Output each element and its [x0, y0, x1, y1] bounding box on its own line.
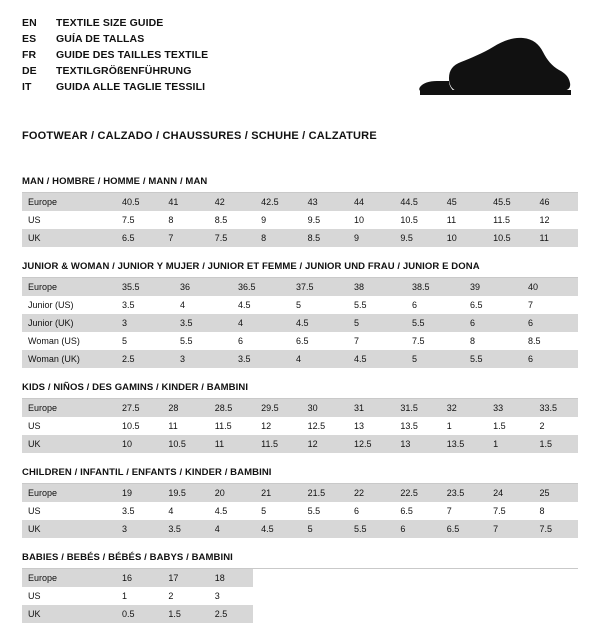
- cell: 1: [114, 587, 160, 605]
- cell: 16: [114, 569, 160, 587]
- cell: 33: [485, 399, 531, 417]
- cell: 6: [346, 502, 392, 520]
- section-title: CHILDREN / INFANTIL / ENFANTS / KINDER / BAMBINI: [22, 467, 272, 478]
- cell: 22.5: [392, 484, 438, 502]
- language-row: [22, 32, 208, 48]
- cell: 8.5: [207, 211, 253, 229]
- row-label: US: [22, 587, 114, 605]
- table-row: [22, 569, 578, 587]
- cell: 11: [439, 211, 485, 229]
- cell: 31.5: [392, 399, 438, 417]
- cell: 4.5: [207, 502, 253, 520]
- cell: 13.5: [392, 417, 438, 435]
- cell: 4.5: [230, 296, 288, 314]
- cell: 13: [392, 435, 438, 453]
- language-row: [22, 16, 208, 32]
- cell: 42: [207, 193, 253, 211]
- cell: 7: [160, 229, 206, 247]
- cell: 28: [160, 399, 206, 417]
- cell: 23.5: [439, 484, 485, 502]
- cell: 3.5: [114, 502, 160, 520]
- cell: 7.5: [485, 502, 531, 520]
- section-children: [22, 467, 578, 538]
- cell: 7.5: [532, 520, 578, 538]
- cell: 4.5: [346, 350, 404, 368]
- section-babies: [22, 552, 578, 623]
- cell: 43: [300, 193, 346, 211]
- cell: 12.5: [300, 417, 346, 435]
- cell: 7.5: [207, 229, 253, 247]
- section-title: MAN / HOMBRE / HOMME / MANN / MAN: [22, 176, 208, 187]
- cell: 2: [160, 587, 206, 605]
- cell: 9.5: [392, 229, 438, 247]
- table-row: [22, 211, 578, 229]
- cell: 2: [532, 417, 578, 435]
- cell: 3: [114, 314, 172, 332]
- row-label: US: [22, 211, 114, 229]
- cell: 7.5: [404, 332, 462, 350]
- cell: 5: [346, 314, 404, 332]
- row-label: Europe: [22, 278, 114, 296]
- table-row: [22, 502, 578, 520]
- cell: 9: [346, 229, 392, 247]
- cell: 5: [404, 350, 462, 368]
- cell: 5: [114, 332, 172, 350]
- cell: 4: [288, 350, 346, 368]
- cell: 46: [532, 193, 578, 211]
- cell: 17: [160, 569, 206, 587]
- section-title: KIDS / NIÑOS / DES GAMINS / KINDER / BAMBINI: [22, 382, 249, 393]
- size-table-babies: [22, 569, 578, 623]
- cell: 6.5: [439, 520, 485, 538]
- cell: 12: [253, 417, 299, 435]
- language-code: ES: [22, 32, 37, 45]
- cell: 6.5: [462, 296, 520, 314]
- cell: 24: [485, 484, 531, 502]
- size-table-kids: [22, 399, 578, 453]
- cell: 5.5: [346, 296, 404, 314]
- language-row: [22, 64, 208, 80]
- cell: 32: [439, 399, 485, 417]
- table-row: [22, 314, 578, 332]
- cell: 8: [532, 502, 578, 520]
- cell: 8.5: [300, 229, 346, 247]
- language-text: TEXTILE SIZE GUIDE: [56, 17, 164, 29]
- cell: 28.5: [207, 399, 253, 417]
- cell: 11.5: [485, 211, 531, 229]
- section-kids: [22, 382, 578, 453]
- cell: 7: [485, 520, 531, 538]
- language-row: [22, 80, 208, 96]
- cell: 3: [207, 587, 253, 605]
- cell: 10.5: [114, 417, 160, 435]
- cell: 6.5: [392, 502, 438, 520]
- table-row: [22, 435, 578, 453]
- cell: 19: [114, 484, 160, 502]
- language-code: FR: [22, 48, 37, 61]
- row-label: US: [22, 502, 114, 520]
- language-row: [22, 48, 208, 64]
- cell: 45.5: [485, 193, 531, 211]
- cell: 6.5: [288, 332, 346, 350]
- cell: 37.5: [288, 278, 346, 296]
- cell: 13.5: [439, 435, 485, 453]
- cell: 40: [520, 278, 578, 296]
- cell: 30: [300, 399, 346, 417]
- section-title: BABIES / BEBÉS / BÉBÉS / BABYS / BAMBINI: [22, 552, 233, 563]
- table-row: [22, 520, 578, 538]
- dress-shoe-icon: [387, 34, 572, 104]
- cell: 22: [346, 484, 392, 502]
- section-title: JUNIOR & WOMAN / JUNIOR Y MUJER / JUNIOR ET FEMME / JUNIOR UND FRAU / JUNIOR E DONA: [22, 261, 480, 272]
- cell: 6: [392, 520, 438, 538]
- cell: 7: [439, 502, 485, 520]
- row-label: UK: [22, 435, 114, 453]
- row-label: Europe: [22, 569, 114, 587]
- category-title: FOOTWEAR / CALZADO / CHAUSSURES / SCHUHE / CALZATURE: [22, 130, 377, 142]
- cell: 38: [346, 278, 404, 296]
- table-row: [22, 332, 578, 350]
- row-label: Europe: [22, 484, 114, 502]
- cell-empty: [253, 605, 578, 623]
- cell: 10: [114, 435, 160, 453]
- cell: 7: [346, 332, 404, 350]
- cell: 12: [300, 435, 346, 453]
- cell: 5.5: [404, 314, 462, 332]
- cell: 4: [207, 520, 253, 538]
- page-header: [22, 16, 578, 116]
- cell: 8: [160, 211, 206, 229]
- cell: 1.5: [485, 417, 531, 435]
- cell: 4: [230, 314, 288, 332]
- cell: 1: [485, 435, 531, 453]
- cell: 5.5: [300, 502, 346, 520]
- language-text: GUIDE DES TAILLES TEXTILE: [56, 48, 209, 61]
- language-text: GUÍA DE TALLAS: [56, 32, 145, 45]
- cell: 45: [439, 193, 485, 211]
- cell: 6: [230, 332, 288, 350]
- cell: 10.5: [160, 435, 206, 453]
- cell: 6: [462, 314, 520, 332]
- table-row: [22, 350, 578, 368]
- cell: 4.5: [288, 314, 346, 332]
- language-code: EN: [22, 17, 37, 29]
- table-row: [22, 484, 578, 502]
- row-label: Junior (UK): [22, 314, 114, 332]
- cell: 10: [346, 211, 392, 229]
- cell: 21: [253, 484, 299, 502]
- cell: 5.5: [462, 350, 520, 368]
- table-row: [22, 296, 578, 314]
- cell: 10: [439, 229, 485, 247]
- cell: 29.5: [253, 399, 299, 417]
- cell: 31: [346, 399, 392, 417]
- cell: 6.5: [114, 229, 160, 247]
- cell: 42.5: [253, 193, 299, 211]
- cell: 10.5: [392, 211, 438, 229]
- row-label: UK: [22, 605, 114, 623]
- cell: 25: [532, 484, 578, 502]
- cell: 33.5: [532, 399, 578, 417]
- language-code: IT: [22, 80, 32, 93]
- cell-empty: [253, 587, 578, 605]
- cell: 3: [114, 520, 160, 538]
- cell: 11: [532, 229, 578, 247]
- cell: 4: [172, 296, 230, 314]
- cell: 40.5: [114, 193, 160, 211]
- cell: 12.5: [346, 435, 392, 453]
- cell: 11: [207, 435, 253, 453]
- cell: 2.5: [114, 350, 172, 368]
- cell: 4: [160, 502, 206, 520]
- cell: 0.5: [114, 605, 160, 623]
- size-table-man: [22, 193, 578, 247]
- cell: 3.5: [172, 314, 230, 332]
- cell: 11.5: [253, 435, 299, 453]
- cell-empty: [253, 569, 578, 587]
- cell: 1.5: [160, 605, 206, 623]
- cell: 10.5: [485, 229, 531, 247]
- cell: 39: [462, 278, 520, 296]
- cell: 9.5: [300, 211, 346, 229]
- cell: 3.5: [230, 350, 288, 368]
- cell: 9: [253, 211, 299, 229]
- row-label: Europe: [22, 193, 114, 211]
- cell: 41: [160, 193, 206, 211]
- row-label: Europe: [22, 399, 114, 417]
- size-table-children: [22, 484, 578, 538]
- table-row: [22, 399, 578, 417]
- table-row: [22, 417, 578, 435]
- row-label: Woman (UK): [22, 350, 114, 368]
- cell: 5: [253, 502, 299, 520]
- cell: 5.5: [346, 520, 392, 538]
- cell: 1: [439, 417, 485, 435]
- cell: 3: [172, 350, 230, 368]
- table-row: [22, 605, 578, 623]
- cell: 3.5: [114, 296, 172, 314]
- cell: 8.5: [520, 332, 578, 350]
- cell: 21.5: [300, 484, 346, 502]
- language-title-list: [22, 16, 208, 96]
- cell: 7.5: [114, 211, 160, 229]
- table-row: [22, 193, 578, 211]
- cell: 13: [346, 417, 392, 435]
- row-label: US: [22, 417, 114, 435]
- cell: 19.5: [160, 484, 206, 502]
- table-row: [22, 278, 578, 296]
- row-label: Junior (US): [22, 296, 114, 314]
- cell: 12: [532, 211, 578, 229]
- cell: 11: [160, 417, 206, 435]
- cell: 38.5: [404, 278, 462, 296]
- cell: 8: [462, 332, 520, 350]
- language-text: TEXTILGRÖßENFÜHRUNG: [56, 64, 192, 77]
- section-man: [22, 176, 578, 247]
- language-code: DE: [22, 64, 37, 77]
- cell: 7: [520, 296, 578, 314]
- cell: 35.5: [114, 278, 172, 296]
- cell: 11.5: [207, 417, 253, 435]
- table-row: [22, 229, 578, 247]
- cell: 3.5: [160, 520, 206, 538]
- language-text: GUIDA ALLE TAGLIE TESSILI: [56, 80, 206, 93]
- cell: 8: [253, 229, 299, 247]
- size-table-junior-woman: [22, 278, 578, 368]
- row-label: Woman (US): [22, 332, 114, 350]
- cell: 20: [207, 484, 253, 502]
- cell: 18: [207, 569, 253, 587]
- cell: 1.5: [532, 435, 578, 453]
- cell: 6: [520, 350, 578, 368]
- cell: 44.5: [392, 193, 438, 211]
- cell: 36: [172, 278, 230, 296]
- cell: 5: [288, 296, 346, 314]
- section-junior-woman: [22, 261, 578, 368]
- cell: 4.5: [253, 520, 299, 538]
- cell: 36.5: [230, 278, 288, 296]
- cell: 44: [346, 193, 392, 211]
- row-label: UK: [22, 520, 114, 538]
- cell: 6: [520, 314, 578, 332]
- cell: 6: [404, 296, 462, 314]
- cell: 5: [300, 520, 346, 538]
- cell: 2.5: [207, 605, 253, 623]
- row-label: UK: [22, 229, 114, 247]
- cell: 27.5: [114, 399, 160, 417]
- table-row: [22, 587, 578, 605]
- cell: 5.5: [172, 332, 230, 350]
